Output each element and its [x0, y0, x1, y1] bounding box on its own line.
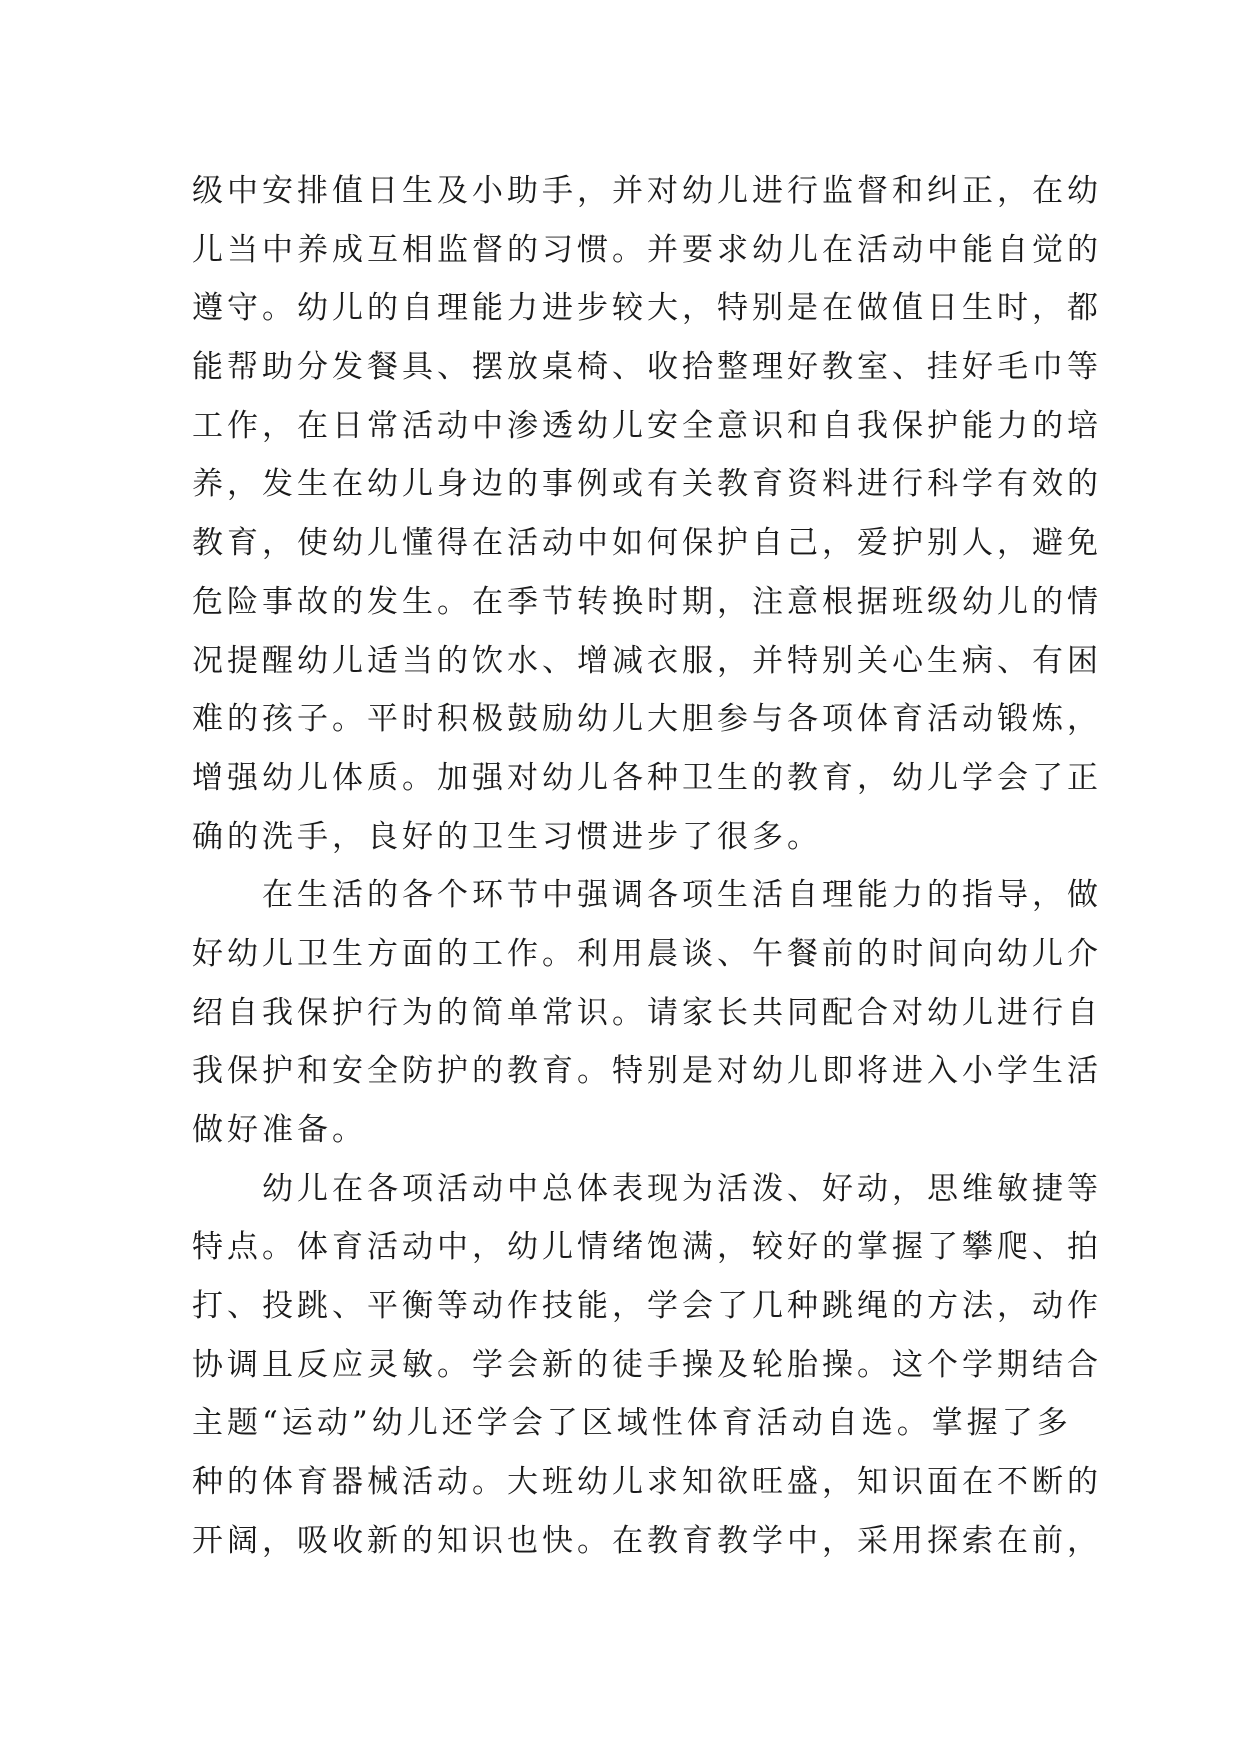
text-line: 做好准备。 — [192, 1112, 367, 1148]
text-line: 主题“运动”幼儿还学会了区域性体育活动自选。掌握了多 — [192, 1405, 1072, 1442]
text-line: 遵守。幼儿的自理能力进步较大，特别是在做值日生时，都 — [192, 290, 1102, 327]
text-line: 养，发生在幼儿身边的事例或有关教育资料进行科学有效的 — [192, 466, 1102, 503]
text-line: 儿当中养成互相监督的习惯。并要求幼儿在活动中能自觉的 — [192, 231, 1102, 268]
text-line: 种的体育器械活动。大班幼儿求知欲旺盛，知识面在不断的 — [192, 1464, 1102, 1501]
text-line: 教育，使幼儿懂得在活动中如何保护自己，爱护别人，避免 — [192, 525, 1102, 562]
text-line: 协调且反应灵敏。学会新的徒手操及轮胎操。这个学期结合 — [192, 1346, 1102, 1383]
text-line: 级中安排值日生及小助手，并对幼儿进行监督和纠正，在幼 — [192, 173, 1102, 209]
text-line: 幼儿在各项活动中总体表现为活泼、好动，思维敏捷等 — [192, 1170, 1102, 1207]
text-line: 难的孩子。平时积极鼓励幼儿大胆参与各项体育活动锻炼， — [192, 701, 1102, 738]
text-line: 我保护和安全防护的教育。特别是对幼儿即将进入小学生活 — [192, 1053, 1102, 1090]
text-line: 增强幼儿体质。加强对幼儿各种卫生的教育，幼儿学会了正 — [192, 759, 1102, 796]
text-line: 好幼儿卫生方面的工作。利用晨谈、午餐前的时间向幼儿介 — [192, 935, 1102, 972]
text-line: 工作，在日常活动中渗透幼儿安全意识和自我保护能力的培 — [192, 407, 1102, 444]
text-line: 确的洗手，良好的卫生习惯进步了很多。 — [192, 818, 822, 855]
text-line: 特点。体育活动中，幼儿情绪饱满，较好的掌握了攀爬、拍 — [192, 1229, 1102, 1266]
text-line: 在生活的各个环节中强调各项生活自理能力的指导，做 — [192, 877, 1102, 914]
text-line: 能帮助分发餐具、摆放桌椅、收拾整理好教室、挂好毛巾等 — [192, 349, 1102, 386]
text-line: 况提醒幼儿适当的饮水、增减衣服，并特别关心生病、有困 — [192, 642, 1102, 679]
document-body — [192, 162, 1102, 1571]
text-line: 打、投跳、平衡等动作技能，学会了几种跳绳的方法，动作 — [192, 1288, 1102, 1325]
text-line: 绍自我保护行为的简单常识。请家长共同配合对幼儿进行自 — [192, 994, 1102, 1031]
text-line: 危险事故的发生。在季节转换时期，注意根据班级幼儿的情 — [192, 583, 1102, 620]
text-line: 开阔，吸收新的知识也快。在教育教学中，采用探索在前， — [192, 1522, 1102, 1559]
